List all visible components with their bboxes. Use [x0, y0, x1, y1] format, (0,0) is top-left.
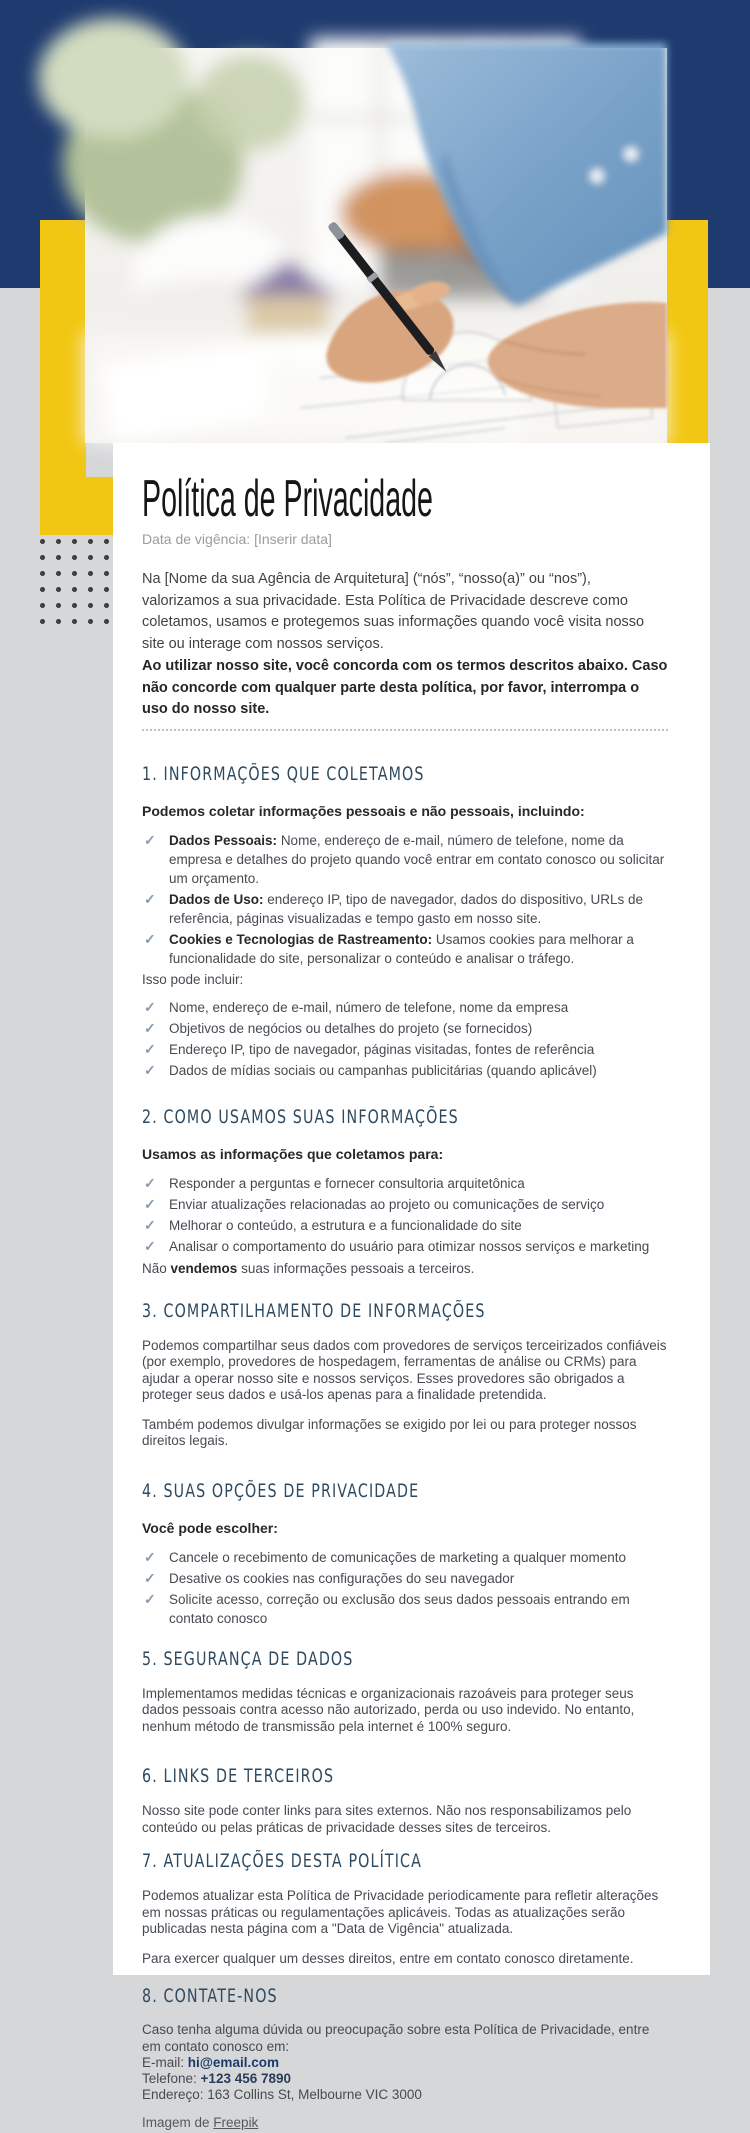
- checklist-item: [142, 1569, 668, 1588]
- check-icon: ✓: [144, 1216, 156, 1233]
- section-heading-2: 2. COMO USAMOS SUAS INFORMAÇÕES: [142, 1105, 459, 1128]
- effective-date: Data de vigência: [Inserir data]: [142, 531, 332, 547]
- email-link[interactable]: hi@email.com: [187, 2055, 279, 2071]
- page-title: Política de Privacidade: [142, 470, 433, 528]
- item-text: Desative os cookies nas configurações do seu navegador: [169, 1570, 515, 1586]
- yellow-accent-right: [667, 220, 708, 443]
- section-3-paragraph-1: Podemos compartilhar seus dados com provedores de serviços terceirizados confiáveis (por exemplo, provedores de hospedagem, ferramentas de análise ou CRMs) para ajudar a operar nosso site e nossos serviços. Esses provedores são obrigados a proteger seus dados e usá-los apenas para a finalidade pretendida.: [142, 1337, 667, 1403]
- section-7-paragraph-1: Podemos atualizar esta Política de Privacidade periodicamente para refletir alterações em nossas práticas ou regulamentações aplicáveis. Todas as atualizações serão publicadas nesta página com a "Data de Vigência" atualizada.: [142, 1888, 659, 1937]
- section-1-lead: Podemos coletar informações pessoais e não pessoais, incluindo:: [142, 802, 585, 819]
- section-heading-7: 7. ATUALIZAÇÕES DESTA POLÍTICA: [142, 1850, 423, 1873]
- checklist-item: [142, 1216, 668, 1235]
- intro-paragraph: Na [Nome da sua Agência de Arquitetura] (“nós”, “nosso(a)” ou “nos”), valorizamos a sua privacidade. Esta Política de Privacidade descreve como coletamos, usamos e protegemos suas informações quando você visita nosso site ou interage com nossos serviços.: [142, 571, 645, 653]
- no-sell-statement: Não vendemos suas informações pessoais a terceiros.: [142, 1260, 475, 1276]
- section-2-checklist: [142, 1174, 668, 1256]
- check-icon: ✓: [144, 1590, 156, 1607]
- section-5-paragraph: Implementamos medidas técnicas e organizacionais razoáveis para proteger seus dados pessoais contra acesso não autorizado, perda ou uso indevido. No entanto, nenhum método de transmissão pela internet é 100% seguro.: [142, 1685, 635, 1734]
- check-icon: ✓: [144, 1237, 156, 1254]
- item-text: Responder a perguntas e fornecer consultoria arquitetônica: [169, 1175, 525, 1191]
- item-text: Usamos cookies para melhorar a funcionalidade do site, personalizar o conteúdo e analisar o tráfego.: [169, 931, 634, 966]
- item-text: Dados de mídias sociais ou campanhas publicitárias (quando aplicável): [169, 1062, 597, 1078]
- checklist-item: [142, 1040, 668, 1059]
- checklist-item: [142, 1174, 668, 1193]
- checklist-item: [142, 1590, 668, 1628]
- check-icon: ✓: [144, 1569, 156, 1586]
- contact-phone-line: Telefone: +123 456 7890: [142, 2071, 292, 2087]
- freepik-link[interactable]: Freepik: [213, 2115, 259, 2131]
- checklist-item: [142, 831, 668, 888]
- contact-address-line: Endereço: 163 Collins St, Melbourne VIC 3000: [142, 2087, 422, 2103]
- section-heading-6: 6. LINKS DE TERCEIROS: [142, 1765, 335, 1788]
- item-text: Solicite acesso, correção ou exclusão dos seus dados pessoais entrando em contato conosco: [169, 1591, 630, 1626]
- item-text: Endereço IP, tipo de navegador, páginas visitadas, fontes de referência: [169, 1041, 595, 1057]
- item-text: Enviar atualizações relacionadas ao projeto ou comunicações de serviço: [169, 1196, 605, 1212]
- section-heading-5: 5. SEGURANÇA DE DADOS: [142, 1647, 354, 1670]
- checklist-item: [142, 1237, 668, 1256]
- architect-photo-illustration: [85, 48, 667, 443]
- checklist-item: [142, 1061, 668, 1080]
- check-icon: ✓: [144, 1195, 156, 1212]
- policy-card: [113, 443, 710, 2131]
- item-text: Melhorar o conteúdo, a estrutura e a funcionalidade do site: [169, 1217, 522, 1233]
- check-icon: ✓: [144, 1174, 156, 1191]
- section-heading-8: 8. CONTATE-NOS: [142, 1985, 278, 2008]
- section-heading-1: 1. INFORMAÇÕES QUE COLETAMOS: [142, 762, 425, 785]
- section-6-paragraph: Nosso site pode conter links para sites externos. Não nos responsabilizamos pelo conteúdo ou pelas práticas de privacidade desses sites de terceiros.: [142, 1803, 632, 1835]
- item-text: Nome, endereço de e-mail, número de telefone, nome da empresa e detalhes do projeto quando você entrar em contato conosco ou solicitar um orçamento.: [169, 832, 665, 886]
- section-4-lead: Você pode escolher:: [142, 1519, 278, 1536]
- agreement-statement: Ao utilizar nosso site, você concorda com os termos descritos abaixo. Caso não concorde com qualquer parte desta política, por favor, interrompa o uso do nosso site.: [142, 657, 668, 718]
- check-icon: ✓: [144, 998, 156, 1015]
- section-3-paragraph-2: Também podemos divulgar informações se exigido por lei ou para proteger nossos direitos legais.: [142, 1416, 637, 1449]
- phone-number: +123 456 7890: [200, 2071, 292, 2087]
- section-7-paragraph-2: Para exercer qualquer um desses direitos, entre em contato conosco diretamente.: [142, 1950, 634, 1966]
- section-1-note: Isso pode incluir:: [142, 971, 244, 987]
- item-text: Objetivos de negócios ou detalhes do projeto (se fornecidos): [169, 1020, 533, 1036]
- contact-intro: Caso tenha alguma dúvida ou preocupação sobre esta Política de Privacidade, entre em contato conosco em:: [142, 2022, 650, 2055]
- section-1-extra-checklist: [142, 998, 668, 1080]
- section-2-lead: Usamos as informações que coletamos para:: [142, 1145, 444, 1162]
- item-lead: Dados Pessoais:: [169, 832, 278, 848]
- check-icon: ✓: [144, 890, 156, 907]
- checklist-item: [142, 890, 668, 928]
- hero-photo: [85, 48, 667, 443]
- item-lead: Cookies e Tecnologias de Rastreamento:: [169, 931, 433, 947]
- check-icon: ✓: [144, 1019, 156, 1036]
- image-credit: Imagem de Freepik: [142, 2115, 259, 2131]
- check-icon: ✓: [144, 930, 156, 947]
- section-heading-3: 3. COMPARTILHAMENTO DE INFORMAÇÕES: [142, 1299, 486, 1322]
- section-heading-4: 4. SUAS OPÇÕES DE PRIVACIDADE: [142, 1479, 420, 1502]
- item-text: Analisar o comportamento do usuário para otimizar nossos serviços e marketing: [169, 1238, 650, 1254]
- item-text: Nome, endereço de e-mail, número de telefone, nome da empresa: [169, 999, 569, 1015]
- item-text: Cancele o recebimento de comunicações de marketing a qualquer momento: [169, 1549, 627, 1565]
- section-4-checklist: [142, 1548, 668, 1628]
- dots-decoration: [40, 539, 109, 624]
- yellow-accent-left-foot: [40, 477, 113, 535]
- checklist-item: [142, 1195, 668, 1214]
- dotted-divider: [142, 729, 668, 731]
- item-text: endereço IP, tipo de navegador, dados do dispositivo, URLs de referência, páginas visualizadas e tempo gasto em nosso site.: [169, 891, 644, 926]
- checklist-item: [142, 930, 668, 968]
- item-lead: Dados de Uso:: [169, 891, 264, 907]
- check-icon: ✓: [144, 1548, 156, 1565]
- checklist-item: [142, 1548, 668, 1567]
- contact-email-line: E-mail: hi@email.com: [142, 2055, 279, 2071]
- checklist-item: [142, 1019, 668, 1038]
- check-icon: ✓: [144, 1061, 156, 1078]
- check-icon: ✓: [144, 1040, 156, 1057]
- checklist-item: [142, 998, 668, 1017]
- section-1-checklist: [142, 831, 668, 968]
- check-icon: ✓: [144, 831, 156, 848]
